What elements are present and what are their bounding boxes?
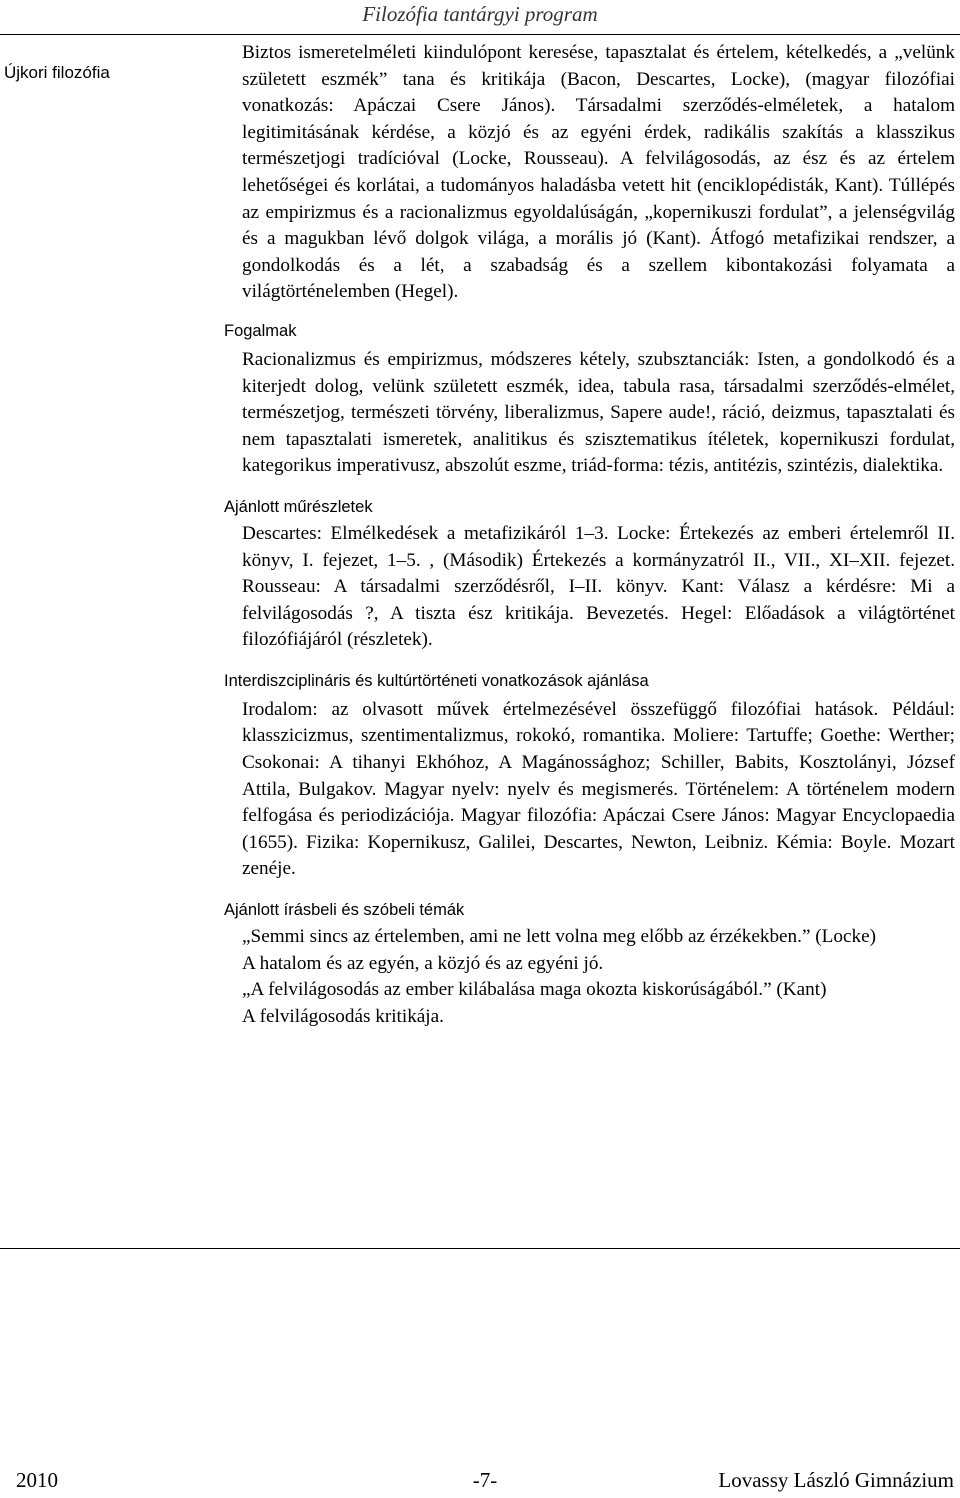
page-footer: [16, 1468, 954, 1496]
intro-paragraph: Biztos ismeretelméleti kiindulópont keresése, tapasztalat és értelem, kételkedés, a „velünk született eszmék” tana és kritikája (Bacon, Descartes, Locke), (magyar filozófiai vonatkozás: Apáczai Csere János). Társadalmi szerződés-elméletek, a hatalom legitimitásának kérdése, a közjó és az egyéni érdek, radikális szakítás a klasszikus természetjogi tradícióval (Locke, Rousseau). A felvilágosodás, az ész és az értelem lehetőségei és korlátai, a tudományos haladásba vetett hit (enciklopédisták, Kant). Túllépés az empirizmus és a racionalizmus egyoldalúságán, „kopernikuszi fordulat”, a jelenségvilág és a magukban lévő dolgok világa, a morális jó (Kant). Átfogó metafizikai rendszer, a gondolkodás és a lét, a szabadság és a szellem kibontakozási folyamata a világtörténelemben (Hegel).: [242, 42, 955, 303]
content-column: [224, 40, 955, 1030]
content-bottom-rule: [0, 1248, 960, 1249]
temak-item: „A felvilágosodás az ember kilábalása maga okozta kiskorúságából.” (Kant): [242, 979, 827, 1001]
temak-heading: Ajánlott írásbeli és szóbeli témák: [224, 901, 465, 920]
page-header-title: Filozófia tantárgyi program: [362, 2, 598, 26]
footer-page-number: -7-: [472, 1468, 498, 1492]
footer-year: 2010: [16, 1468, 58, 1492]
muveszletek-paragraph: Descartes: Elmélkedések a metafizikáról 1–3. Locke: Értekezés az emberi értelemről II. könyv, I. fejezet, 1–5. , (Második) Értekezés a kormányzatról II., VII., XI–XII. fejezet. Rousseau: A társadalmi szerződésről, I–II. könyv. Kant: Válasz a kérdésre: Mi a felvilágosodás ?, A tiszta ész kritikája. Bevezetés. Hegel: Előadások a világtörténet filozófiájáról (részletek).: [242, 522, 955, 651]
temak-list: [224, 924, 955, 1030]
interdiszciplinaris-paragraph: Irodalom: az olvasott művek értelmezésével összefüggő filozófiai hatások. Például: klasszicizmus, szentimentalizmus, rokokó, romantika. Moliere: Tartuffe; Goethe: Werther; Csokonai: A tihanyi Ekhóhoz, A Magánossághoz; Schiller, Babits, Kosztolányi, József Attila, Bulgakov. Magyar nyelv: nyelv és megismerés. Történelem: A történelem modern felfogása és periodizációja. Magyar filozófia: Apáczai Csere János: Magyar Encyclopaedia (1655). Fizika: Kopernikusz, Galilei, Descartes, Newton, Leibniz. Kémia: Boyle. Mozart zenéje.: [242, 698, 955, 880]
interdiszciplinaris-heading: Interdiszciplináris és kultúrtörténeti vonatkozások ajánlása: [224, 671, 649, 690]
header-rule: [0, 34, 960, 35]
temak-item: A hatalom és az egyén, a közjó és az egyéni jó.: [242, 952, 604, 974]
temak-item: A felvilágosodás kritikája.: [242, 1005, 444, 1027]
muveszletek-heading: Ajánlott műrészletek: [224, 497, 373, 516]
fogalmak-paragraph: Racionalizmus és empirizmus, módszeres kétely, szubsztanciák: Isten, a gondolkodó és a kiterjedt dolog, velünk született eszmék, idea, tabula rasa, társadalmi szerződés-elmélet, természetjog, természeti törvény, liberalizmus, Sapere aude!, ráció, deizmus, tapasztalati és nem tapasztalati ismeretek, analitikus és szisztematikus ítéletek, kopernikuszi fordulat, kategorikus imperativusz, abszolút eszme, triád-forma: tézis, antitézis, szintézis, dialektika.: [242, 348, 955, 477]
fogalmak-heading: Fogalmak: [224, 321, 297, 340]
footer-school: Lovassy László Gimnázium: [718, 1468, 954, 1492]
section-label: Újkori filozófia: [4, 63, 110, 82]
temak-item: „Semmi sincs az értelemben, ami ne lett volna meg előbb az érzékekben.” (Locke): [242, 926, 876, 948]
